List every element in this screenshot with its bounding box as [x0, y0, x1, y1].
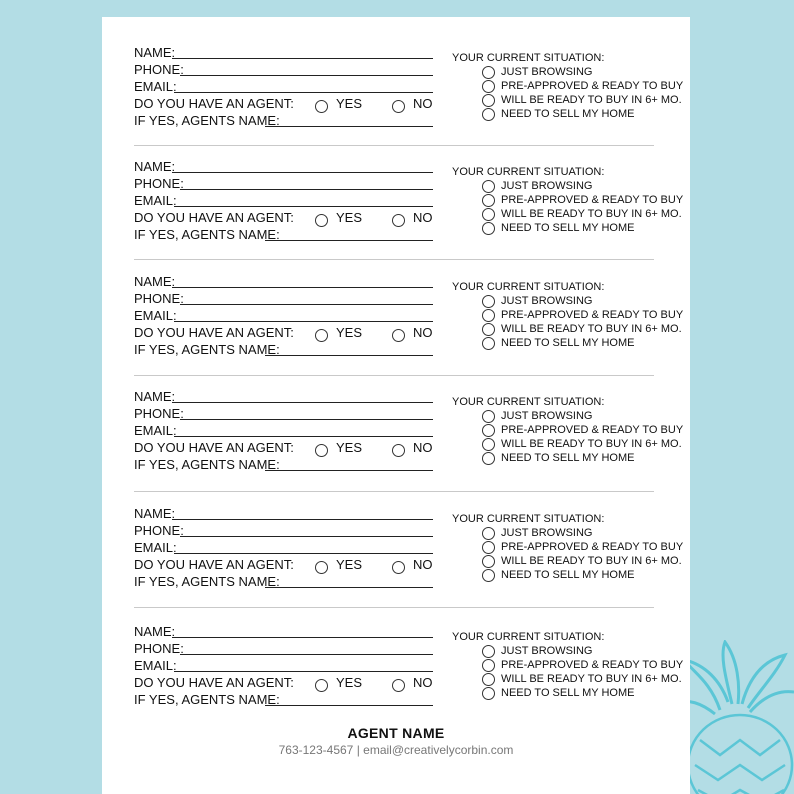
- agent-name-heading: AGENT NAME: [347, 725, 445, 741]
- agent-yes-label: YES: [336, 675, 363, 690]
- name-line: NAME:: [134, 505, 175, 523]
- agent-no-label: NO: [413, 557, 433, 572]
- situation-radio[interactable]: [482, 194, 495, 207]
- agent-yes-label: YES: [336, 440, 363, 455]
- situation-title: YOUR CURRENT SITUATION:: [452, 52, 605, 64]
- agent-no-label: NO: [413, 675, 433, 690]
- visitor-entry-3: NAME: PHONE: EMAIL: DO YOU HAVE AN AGENT: YES NO IF YES, AGENTS NAME: YOUR CURRENT SITUATION: JUST BROWSING PRE-APPROVED & READY TO BUY WILL BE READY TO BUY IN 6+ MO. NEED TO SELL MY HOME: [134, 274, 684, 357]
- entry-divider: [134, 491, 654, 492]
- name-line: NAME:: [134, 623, 175, 641]
- situation-radio[interactable]: [482, 659, 495, 672]
- situation-radio[interactable]: [482, 555, 495, 568]
- agent-yes-label: YES: [336, 325, 363, 340]
- situation-title: YOUR CURRENT SITUATION:: [452, 396, 605, 408]
- agent-name-line: IF YES, AGENTS NAME:: [134, 226, 280, 244]
- email-field[interactable]: [174, 307, 433, 322]
- name-field[interactable]: [172, 388, 433, 403]
- entry-divider: [134, 259, 654, 260]
- visitor-entry-1: NAME: PHONE: EMAIL: DO YOU HAVE AN AGENT: YES NO IF YES, AGENTS NAME: YOUR CURRENT SITUATION: JUST BROWSING PRE-APPROVED & READY TO BUY WILL BE READY TO BUY IN 6+ MO. NEED TO SELL MY HOME: [134, 45, 684, 128]
- entry-divider: [134, 607, 654, 608]
- situation-title: YOUR CURRENT SITUATION:: [452, 281, 605, 293]
- agent-yes-label: YES: [336, 210, 363, 225]
- agent-name-line: IF YES, AGENTS NAME:: [134, 341, 280, 359]
- agent-question: DO YOU HAVE AN AGENT:: [134, 675, 294, 690]
- situation-radio[interactable]: [482, 108, 495, 121]
- agent-name-field[interactable]: [265, 691, 433, 706]
- agent-name-field[interactable]: [265, 226, 433, 241]
- email-field[interactable]: [174, 539, 433, 554]
- email-field[interactable]: [174, 78, 433, 93]
- email-line: EMAIL:: [134, 657, 177, 675]
- situation-radio[interactable]: [482, 424, 495, 437]
- phone-field[interactable]: [180, 61, 433, 76]
- phone-line: PHONE:: [134, 405, 184, 423]
- name-field[interactable]: [172, 158, 433, 173]
- phone-line: PHONE:: [134, 61, 184, 79]
- entry-divider: [134, 145, 654, 146]
- name-field[interactable]: [172, 273, 433, 288]
- agent-no-label: NO: [413, 210, 433, 225]
- visitor-entry-2: NAME: PHONE: EMAIL: DO YOU HAVE AN AGENT: YES NO IF YES, AGENTS NAME: YOUR CURRENT SITUATION: JUST BROWSING PRE-APPROVED & READY TO BUY WILL BE READY TO BUY IN 6+ MO. NEED TO SELL MY HOME: [134, 159, 684, 242]
- phone-line: PHONE:: [134, 290, 184, 308]
- agent-name-line: IF YES, AGENTS NAME:: [134, 691, 280, 709]
- situation-radio[interactable]: [482, 527, 495, 540]
- situation-title: YOUR CURRENT SITUATION:: [452, 166, 605, 178]
- agent-no-label: NO: [413, 325, 433, 340]
- agent-name-line: IF YES, AGENTS NAME:: [134, 456, 280, 474]
- email-field[interactable]: [174, 657, 433, 672]
- situation-radio[interactable]: [482, 80, 495, 93]
- situation-radio[interactable]: [482, 208, 495, 221]
- situation-title: YOUR CURRENT SITUATION:: [452, 513, 605, 525]
- agent-name-line: IF YES, AGENTS NAME:: [134, 112, 280, 130]
- name-line: NAME:: [134, 44, 175, 62]
- agent-email: email@creativelycorbin.com: [363, 743, 514, 757]
- name-field[interactable]: [172, 505, 433, 520]
- email-field[interactable]: [174, 192, 433, 207]
- phone-field[interactable]: [180, 405, 433, 420]
- situation-radio[interactable]: [482, 438, 495, 451]
- name-line: NAME:: [134, 158, 175, 176]
- situation-radio[interactable]: [482, 687, 495, 700]
- contact-divider: |: [356, 743, 360, 757]
- agent-no-label: NO: [413, 440, 433, 455]
- agent-name-field[interactable]: [265, 341, 433, 356]
- phone-field[interactable]: [180, 290, 433, 305]
- situation-radio[interactable]: [482, 410, 495, 423]
- agent-yes-label: YES: [336, 557, 363, 572]
- agent-name-field[interactable]: [265, 573, 433, 588]
- email-line: EMAIL:: [134, 192, 177, 210]
- phone-field[interactable]: [180, 175, 433, 190]
- email-field[interactable]: [174, 422, 433, 437]
- visitor-entry-4: NAME: PHONE: EMAIL: DO YOU HAVE AN AGENT: YES NO IF YES, AGENTS NAME: YOUR CURRENT SITUATION: JUST BROWSING PRE-APPROVED & READY TO BUY WILL BE READY TO BUY IN 6+ MO. NEED TO SELL MY HOME: [134, 389, 684, 472]
- name-line: NAME:: [134, 273, 175, 291]
- situation-radio[interactable]: [482, 323, 495, 336]
- agent-name-line: IF YES, AGENTS NAME:: [134, 573, 280, 591]
- name-line: NAME:: [134, 388, 175, 406]
- email-line: EMAIL:: [134, 78, 177, 96]
- visitor-entry-5: NAME: PHONE: EMAIL: DO YOU HAVE AN AGENT: YES NO IF YES, AGENTS NAME: YOUR CURRENT SITUATION: JUST BROWSING PRE-APPROVED & READY TO BUY WILL BE READY TO BUY IN 6+ MO. NEED TO SELL MY HOME: [134, 506, 684, 589]
- situation-radio[interactable]: [482, 180, 495, 193]
- situation-radio[interactable]: [482, 337, 495, 350]
- phone-line: PHONE:: [134, 640, 184, 658]
- email-line: EMAIL:: [134, 539, 177, 557]
- phone-field[interactable]: [180, 640, 433, 655]
- agent-phone: 763-123-4567: [278, 743, 354, 757]
- situation-radio[interactable]: [482, 222, 495, 235]
- visitor-entry-6: NAME: PHONE: EMAIL: DO YOU HAVE AN AGENT: YES NO IF YES, AGENTS NAME: YOUR CURRENT SITUATION: JUST BROWSING PRE-APPROVED & READY TO BUY WILL BE READY TO BUY IN 6+ MO. NEED TO SELL MY HOME: [134, 624, 684, 707]
- agent-name-field[interactable]: [265, 112, 433, 127]
- sign-in-sheet: [102, 17, 690, 794]
- agent-question: DO YOU HAVE AN AGENT:: [134, 96, 294, 111]
- situation-radio[interactable]: [482, 673, 495, 686]
- agent-contact: [102, 743, 690, 757]
- phone-field[interactable]: [180, 522, 433, 537]
- situation-radio[interactable]: [482, 645, 495, 658]
- agent-question: DO YOU HAVE AN AGENT:: [134, 557, 294, 572]
- pineapple-illustration: [680, 640, 794, 794]
- name-field[interactable]: [172, 623, 433, 638]
- agent-name-field[interactable]: [265, 456, 433, 471]
- phone-line: PHONE:: [134, 175, 184, 193]
- name-field[interactable]: [172, 44, 433, 59]
- agent-question: DO YOU HAVE AN AGENT:: [134, 210, 294, 225]
- agent-no-label: NO: [413, 96, 433, 111]
- email-line: EMAIL:: [134, 422, 177, 440]
- situation-radio[interactable]: [482, 94, 495, 107]
- entry-divider: [134, 375, 654, 376]
- agent-question: DO YOU HAVE AN AGENT:: [134, 440, 294, 455]
- situation-radio[interactable]: [482, 309, 495, 322]
- situation-radio[interactable]: [482, 295, 495, 308]
- agent-question: DO YOU HAVE AN AGENT:: [134, 325, 294, 340]
- situation-radio[interactable]: [482, 66, 495, 79]
- situation-radio[interactable]: [482, 452, 495, 465]
- agent-yes-label: YES: [336, 96, 363, 111]
- situation-radio[interactable]: [482, 569, 495, 582]
- situation-radio[interactable]: [482, 541, 495, 554]
- situation-title: YOUR CURRENT SITUATION:: [452, 631, 605, 643]
- phone-line: PHONE:: [134, 522, 184, 540]
- email-line: EMAIL:: [134, 307, 177, 325]
